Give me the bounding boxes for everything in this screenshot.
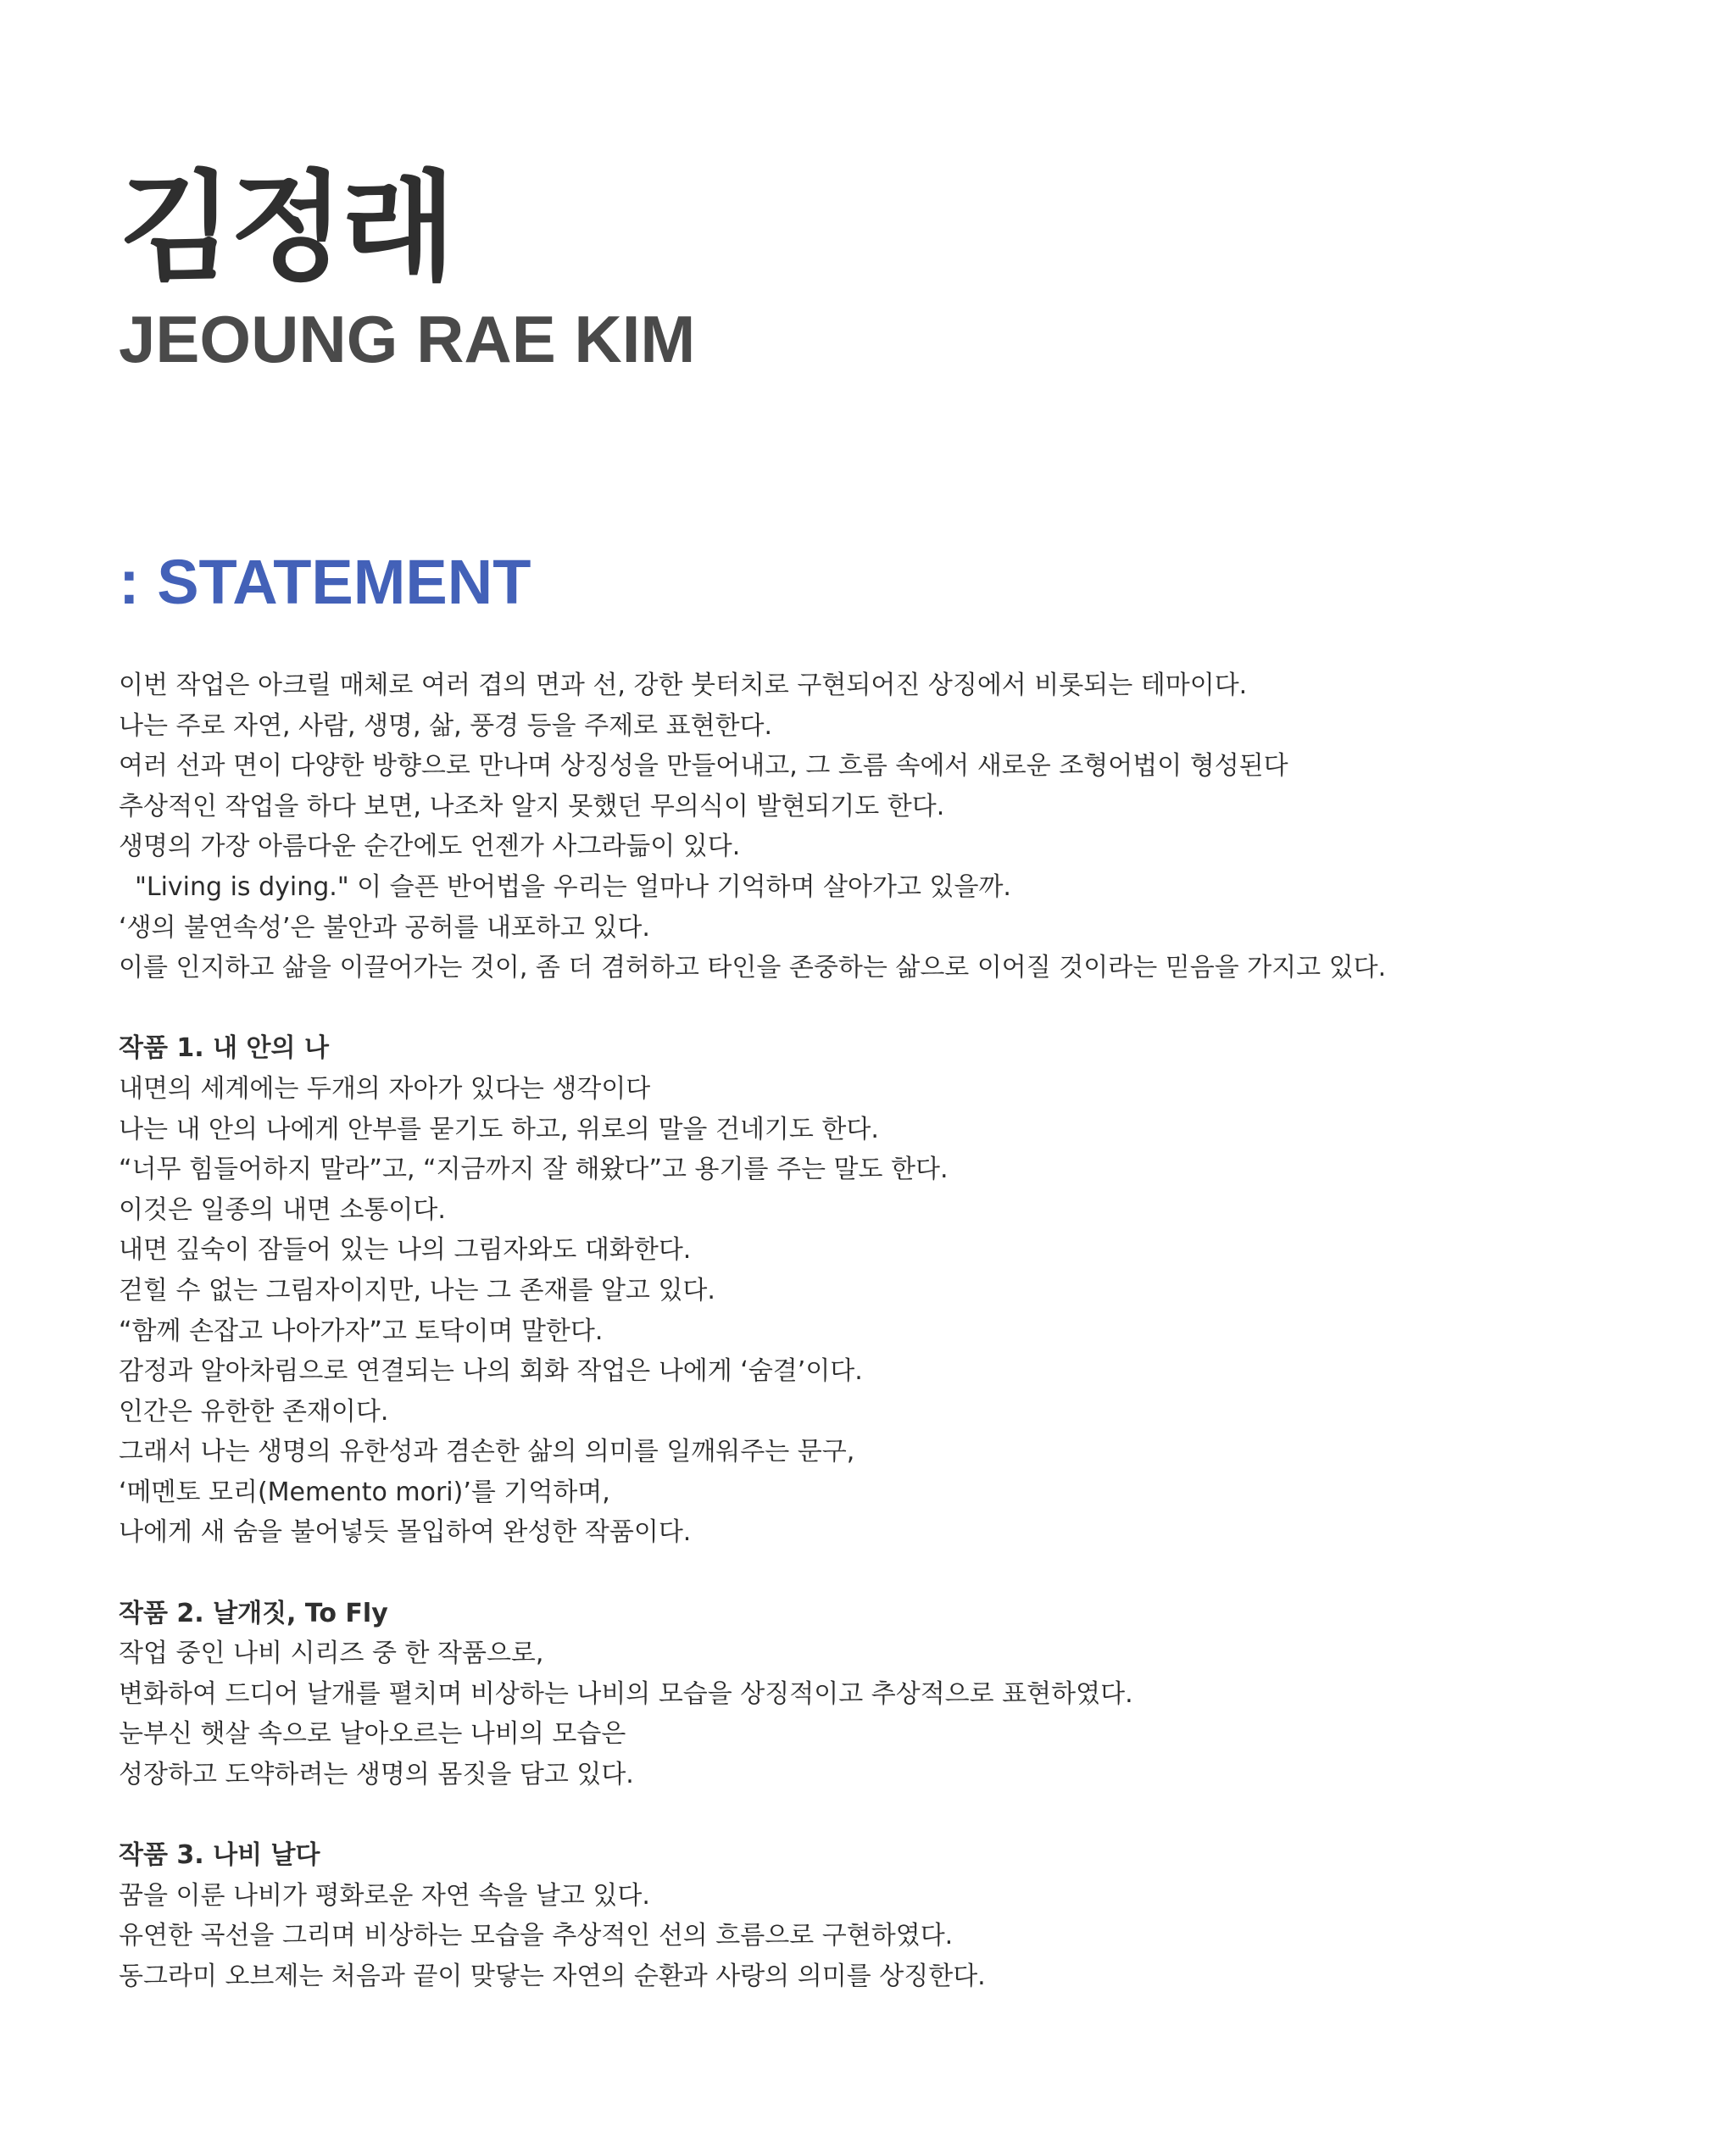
- work-1-line: 이것은 일종의 내면 소통이다.: [119, 1194, 446, 1225]
- intro-paragraph: [119, 665, 1644, 988]
- work-3-section: [119, 1835, 1644, 1996]
- statement-heading: : STATEMENT: [119, 547, 531, 617]
- work-1-line: 내면의 세계에는 두개의 자아가 있다는 생각이다: [119, 1073, 651, 1104]
- artist-name-korean: 김정래: [119, 159, 453, 298]
- intro-line: 추상적인 작업을 하다 보면, 나조차 알지 못했던 무의식이 발현되기도 한다.: [119, 791, 945, 821]
- intro-line: 나는 주로 자연, 사람, 생명, 삶, 풍경 등을 주제로 표현한다.: [119, 710, 773, 741]
- work-1-line: 나는 내 안의 나에게 안부를 묻기도 하고, 위로의 말을 건네기도 한다.: [119, 1114, 879, 1144]
- work-1-line: ‘메멘토 모리(Memento mori)’를 기억하며,: [119, 1477, 610, 1507]
- work-2-title: 작품 2. 날개짓, To Fly: [119, 1598, 388, 1628]
- work-1-title: 작품 1. 내 안의 나: [119, 1033, 329, 1064]
- work-3-line: 유연한 곡선을 그리며 비상하는 모습을 추상적인 선의 흐름으로 구현하였다.: [119, 1921, 954, 1951]
- work-1-line: “너무 힘들어하지 말라”고, “지금까지 잘 해왔다”고 용기를 주는 말도 한다.: [119, 1155, 949, 1185]
- work-3-title: 작품 3. 나비 날다: [119, 1840, 320, 1871]
- paragraph-spacer: [119, 1795, 1644, 1836]
- paragraph-spacer: [119, 1553, 1644, 1594]
- work-1-section: [119, 1028, 1644, 1553]
- work-2-line: 작업 중인 나비 시리즈 중 한 작품으로,: [119, 1639, 544, 1669]
- statement-body: [119, 665, 1644, 1997]
- work-1-line: 걷힐 수 없는 그림자이지만, 나는 그 존재를 알고 있다.: [119, 1275, 715, 1305]
- work-1-line: 감정과 알아차림으로 연결되는 나의 회화 작업은 나에게 ‘숨결’이다.: [119, 1356, 863, 1387]
- work-1-line: “함께 손잡고 나아가자”고 토닥이며 말한다.: [119, 1316, 604, 1346]
- work-1-line: 그래서 나는 생명의 유한성과 겸손한 삶의 의미를 일깨워주는 문구,: [119, 1437, 855, 1467]
- intro-line: 이번 작업은 아크릴 매체로 여러 겹의 면과 선, 강한 붓터치로 구현되어진 상징에서 비롯되는 테마이다.: [119, 671, 1248, 700]
- intro-line: 생명의 가장 아름다운 순간에도 언젠가 사그라듦이 있다.: [119, 832, 741, 862]
- work-3-line: 동그라미 오브제는 처음과 끝이 맞닿는 자연의 순환과 사랑의 의미를 상징한다.: [119, 1962, 986, 1991]
- intro-line: ‘생의 불연속성’은 불안과 공허를 내포하고 있다.: [119, 912, 650, 943]
- work-1-line: 인간은 유한한 존재이다.: [119, 1396, 389, 1427]
- intro-line: "Living is dying." 이 슬픈 반어법을 우리는 얼마나 기억하며 살아가고 있을까.: [119, 871, 1011, 902]
- work-2-line: 눈부신 햇살 속으로 날아오르는 나비의 모습은: [119, 1719, 626, 1750]
- work-1-line: 나에게 새 숨을 불어넣듯 몰입하여 완성한 작품이다.: [119, 1517, 692, 1548]
- artist-name-english: JEOUNG RAE KIM: [119, 302, 696, 376]
- work-2-line: 성장하고 도약하려는 생명의 몸짓을 담고 있다.: [119, 1760, 634, 1790]
- work-1-line: 내면 깊숙이 잠들어 있는 나의 그림자와도 대화한다.: [119, 1235, 692, 1266]
- work-2-line: 변화하여 드디어 날개를 펼치며 비상하는 나비의 모습을 상징적이고 추상적으로 표현하였다.: [119, 1678, 1133, 1709]
- work-3-line: 꿈을 이룬 나비가 평화로운 자연 속을 날고 있다.: [119, 1880, 650, 1911]
- work-2-section: [119, 1594, 1644, 1795]
- intro-line: 여러 선과 면이 다양한 방향으로 만나며 상징성을 만들어내고, 그 흐름 속에서 새로운 조형어법이 형성된다: [119, 751, 1288, 782]
- intro-line: 이를 인지하고 삶을 이끌어가는 것이, 좀 더 겸허하고 타인을 존중하는 삶으로 이어질 것이라는 믿음을 가지고 있다.: [119, 953, 1387, 983]
- paragraph-spacer: [119, 988, 1644, 1029]
